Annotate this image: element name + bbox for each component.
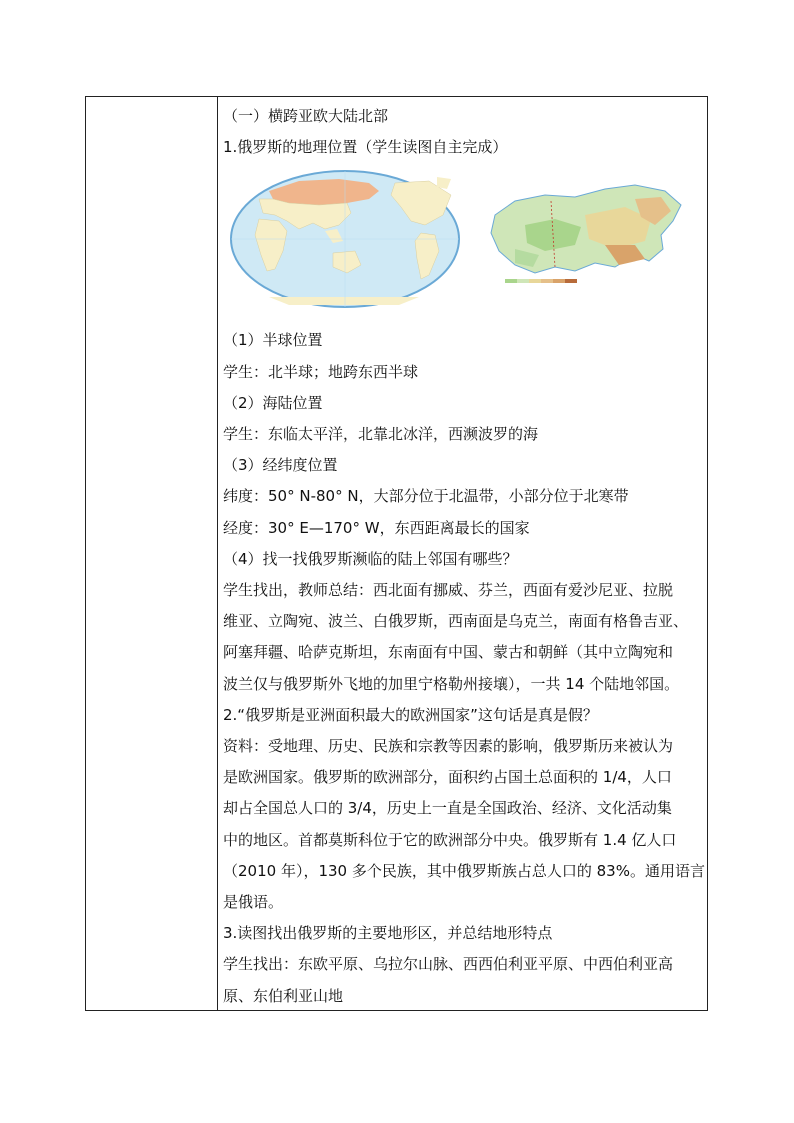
item2-title: 2.“俄罗斯是亚洲面积最大的欧洲国家”这句话是真是假？ [223,705,598,724]
item3-title: 3.读图找出俄罗斯的主要地形区，并总结地形特点 [223,924,553,943]
item1-title: 1.俄罗斯的地理位置（学生读图自主完成） [223,138,508,157]
sub3-longitude: 经度：30° E—170° W，东西距离最长的国家 [223,518,530,537]
map-figures [223,165,705,325]
item3-answer-line: 原、东伯利亚山地 [223,986,344,1005]
item2-material-line: 是欧洲国家。俄罗斯的欧洲部分，面积约占国土总面积的 1/4，人口 [223,768,672,787]
sub3-title: （3）经纬度位置 [223,456,338,475]
item2-material-line: 却占全国总人口的 3/4，历史上一直是全国政治、经济、文化活动集 [223,799,672,818]
sub4-answer [223,575,705,700]
item2-material-line: 是俄语。 [223,893,284,912]
content-cell [223,101,705,1012]
column-divider [217,97,218,1010]
item2-material-line: 资料：受地理、历史、民族和宗教等因素的影响，俄罗斯历来被认为 [223,737,674,756]
sub3-latitude: 纬度：50° N-80° N，大部分位于北温带，小部分位于北寒带 [223,487,629,506]
russia-map-icon [485,175,685,297]
item2-material-line: （2010 年），130 多个民族，其中俄罗斯族占总人口的 83%。通用语言 [223,861,705,880]
sub4-answer-line: 维亚、立陶宛、波兰、白俄罗斯，西南面是乌克兰，南面有格鲁吉亚、 [223,612,689,631]
lesson-table [85,96,708,1011]
sub4-answer-line: 阿塞拜疆、哈萨克斯坦，东南面有中国、蒙古和朝鲜（其中立陶宛和 [223,643,674,662]
item2-material-line: 中的地区。首都莫斯科位于它的欧洲部分中央。俄罗斯有 1.4 亿人口 [223,830,677,849]
sub4-answer-line: 波兰仅与俄罗斯外飞地的加里宁格勒州接壤），一共 14 个陆地邻国。 [223,674,680,693]
item3-answer [223,949,705,1011]
sub2-title: （2）海陆位置 [223,393,323,412]
sub4-title: （4）找一找俄罗斯濒临的陆上邻国有哪些？ [223,549,518,568]
item3-answer-line: 学生找出：东欧平原、乌拉尔山脉、西西伯利亚平原、中西伯利亚高 [223,955,674,974]
world-map-icon [229,169,461,309]
item2-material [223,731,705,918]
sub1-answer: 学生：北半球；地跨东西半球 [223,362,419,381]
sub4-answer-line: 学生找出，教师总结：西北面有挪威、芬兰，西面有爱沙尼亚、拉脱 [223,581,674,600]
sub2-answer: 学生：东临太平洋，北靠北冰洋，西濒波罗的海 [223,425,539,444]
sub1-title: （1）半球位置 [223,331,323,350]
section-title: （一）横跨亚欧大陆北部 [223,107,389,125]
